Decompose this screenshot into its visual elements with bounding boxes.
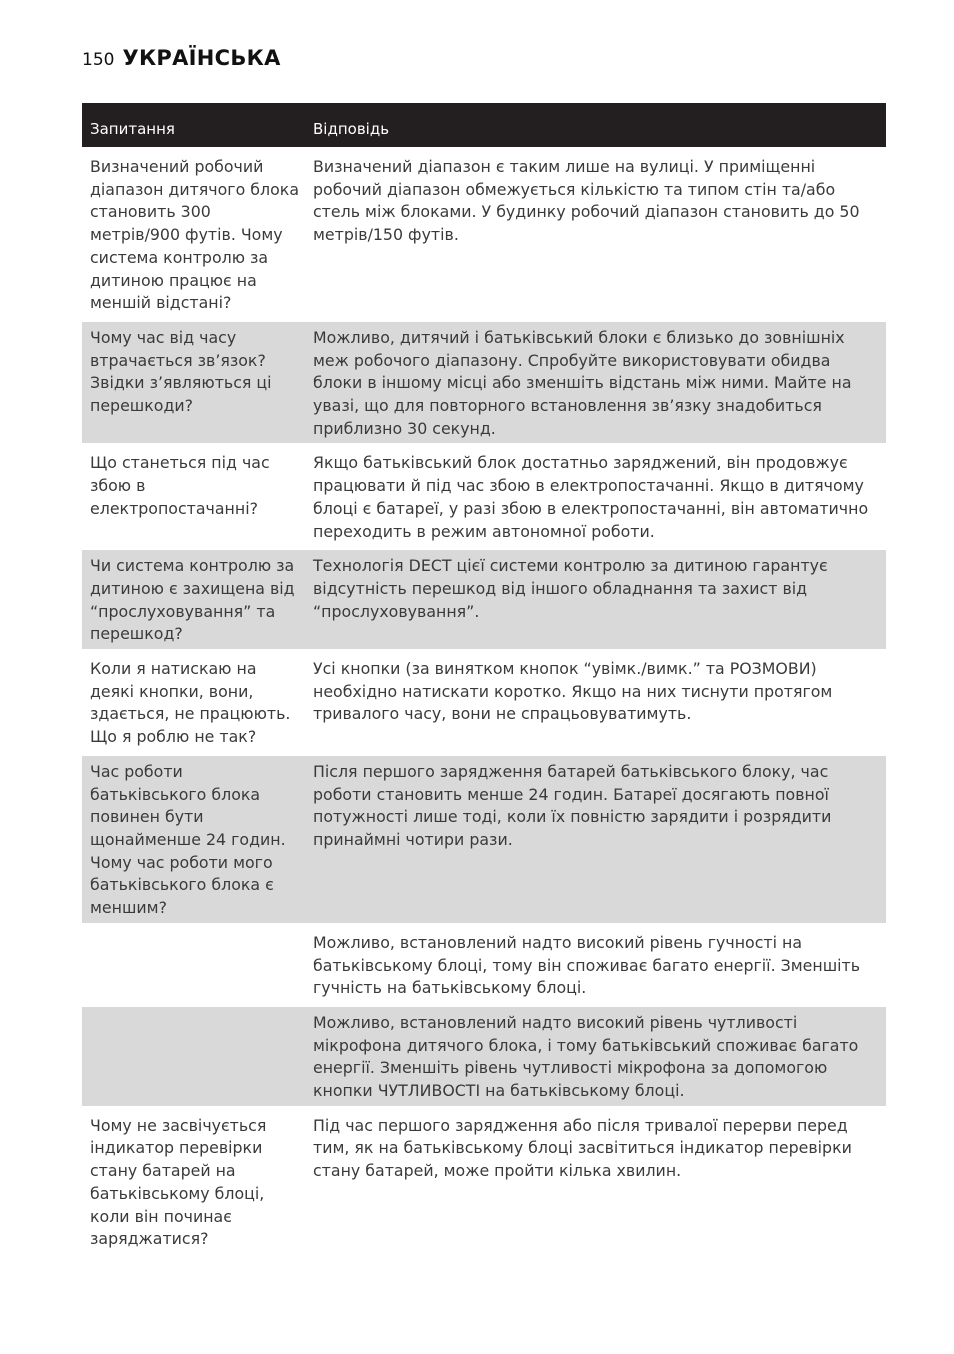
table-row: [82, 756, 886, 923]
answer-text: Технологія DECT цієї системи контролю за дитиною гарантує відсутність перешкод від іншого обладнання та захист від “прослуховування”.: [313, 556, 828, 621]
answer-text: Якщо батьківський блок достатньо заряджений, він продовжує працювати й під час збою в електропостачанні. Якщо в дитячому блоці є батареї, у разі збою в електропостачанні, він автоматично переходить в режим автономної роботи.: [313, 453, 869, 541]
question-text: Визначений робочий діапазон дитячого блока становить 300 метрів/900 футів. Чому система контролю за дитиною працює на меншій відстані?: [90, 157, 300, 313]
question-text: Чому не засвічується індикатор перевірки стану батарей на батьківському блоці, коли він починає заряджатися?: [90, 1115, 267, 1249]
answer-cell: [304, 653, 886, 752]
table-row: [82, 653, 886, 752]
table-header-row: [82, 103, 886, 147]
question-text: Що станеться під час збою в електропостачанні?: [90, 453, 270, 518]
question-cell: [82, 151, 304, 318]
section-title: УКРАЇНСЬКА: [122, 46, 281, 70]
answer-cell: [304, 756, 886, 923]
question-text: Час роботи батьківського блока повинен бути щонайменше 24 годин. Чому час роботи мого батьківського блока є меншим?: [90, 761, 286, 918]
answer-text: Можливо, встановлений надто високий рівень чутливості мікрофона дитячого блока, і тому батьківський споживає багато енергії. Зменшіть рівень чутливості мікрофона за допомогою кнопки ЧУТЛИВОСТІ на батьківському блоці.: [313, 1012, 859, 1101]
answer-cell: [304, 1007, 886, 1106]
table-row: [82, 550, 886, 649]
question-text: Чому час від часу втрачається зв’язок? Звідки з’являються ці перешкоди?: [90, 327, 272, 416]
table-row: [82, 447, 886, 546]
page-number: 150: [82, 50, 115, 70]
table-row: [82, 151, 886, 318]
answer-text: Визначений діапазон є таким лише на вулиці. У приміщенні робочий діапазон обмежується кількістю та типом стін та/або стель між блоками. У будинку робочий діапазон становить до 50 метрів/150 футів.: [313, 157, 860, 245]
question-cell: [82, 653, 304, 752]
table-row: [82, 927, 886, 1003]
answer-cell: [304, 927, 886, 1003]
answer-text: Можливо, дитячий і батьківський блоки є близько до зовнішніх меж робочого діапазону. Спробуйте використовувати обидва блоки в іншому місці або зменшіть відстань між ними. Майте на увазі, що для повторного встановлення зв’язку знадобиться приблизно 30 секунд.: [313, 327, 852, 438]
answer-cell: [304, 151, 886, 318]
page-header: [82, 46, 281, 70]
faq-table: [82, 103, 886, 1254]
answer-cell: [304, 322, 886, 444]
answer-text: Усі кнопки (за винятком кнопок “увімк./вимк.” та РОЗМОВИ) необхідно натискати коротко. Якщо на них тиснути протягом тривалого часу, вони не спрацьовуватимуть.: [313, 659, 833, 724]
question-text: Чи система контролю за дитиною є захищена від “прослуховування” та перешкод?: [90, 556, 295, 644]
table-row: [82, 1110, 886, 1254]
question-text: Коли я натискаю на деякі кнопки, вони, здається, не працюють. Що я роблю не так?: [90, 659, 291, 747]
table-row: [82, 1007, 886, 1106]
header-answer: Відповідь: [313, 120, 390, 138]
question-cell: [82, 447, 304, 546]
answer-cell: [304, 550, 886, 649]
question-cell: [82, 927, 304, 1003]
question-cell: [82, 756, 304, 923]
header-question: Запитання: [90, 120, 175, 138]
answer-cell: [304, 447, 886, 546]
answer-cell: [304, 1110, 886, 1254]
question-cell: [82, 322, 304, 444]
answer-text: Можливо, встановлений надто високий рівень гучності на батьківському блоці, тому він споживає багато енергії. Зменшіть гучність на батьківському блоці.: [313, 932, 861, 998]
question-cell: [82, 1007, 304, 1106]
answer-text: Після першого зарядження батарей батьківського блоку, час роботи становить менше 24 годин. Батареї досягають повної потужності лише тоді, коли їх повністю зарядити і розрядити принаймні чотири рази.: [313, 761, 832, 849]
answer-text: Під час першого зарядження або після тривалої перерви перед тим, як на батьківському блоці засвітиться індикатор перевірки стану батарей, може пройти кілька хвилин.: [313, 1115, 852, 1181]
question-cell: [82, 1110, 304, 1254]
table-row: [82, 322, 886, 444]
question-cell: [82, 550, 304, 649]
